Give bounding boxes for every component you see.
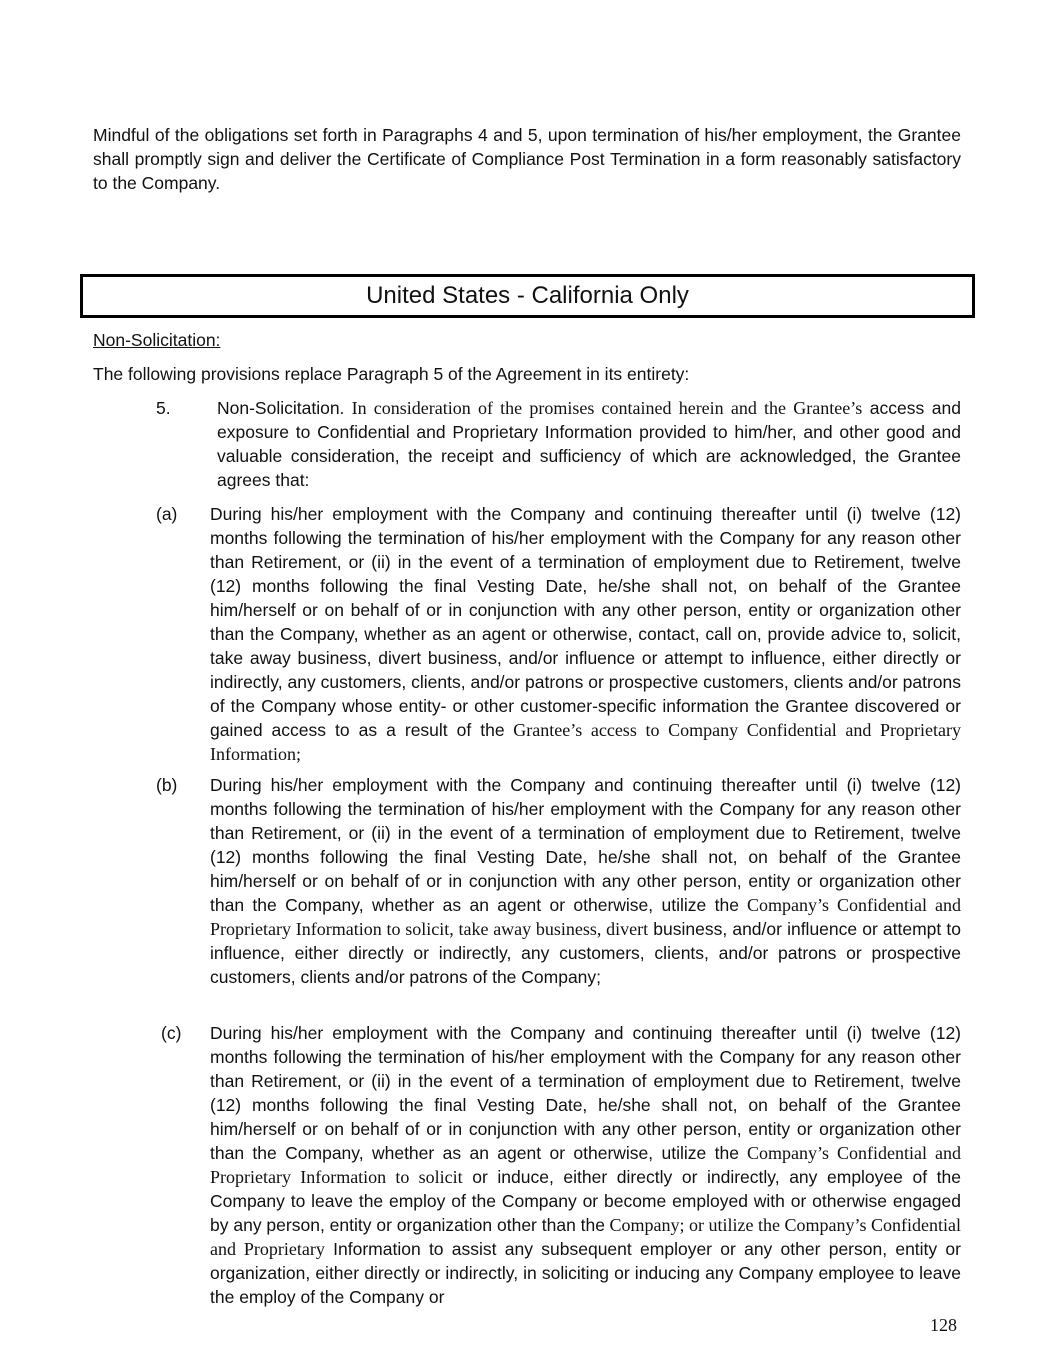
item-c-label: (c) xyxy=(161,1023,182,1043)
item-c-body-serif-2: Company; or utilize the Company’s Confidential and Proprietary xyxy=(210,1215,961,1259)
page-number: 128 xyxy=(930,1315,957,1335)
item-a-label: (a) xyxy=(156,504,178,524)
paragraph-5-heading: Non-Solicitation. xyxy=(217,398,345,418)
paragraph-5-text-serif: In consideration of the promises contained herein and the Grantee’s xyxy=(344,398,863,418)
item-c-text xyxy=(210,1021,961,1309)
item-b-body-serif: Company’s Confidential and Proprietary Information to solicit, take away business, divert xyxy=(210,895,961,939)
section-title-box xyxy=(80,274,975,318)
item-b-body: During his/her employment with the Company and continuing thereafter until (i) twelve (12) months following the termination of his/her employment with the Company for any reason other than Retirement, or (ii) in the event of a termination of employment due to Retirement, twelve (12) months following the final Vesting Date, he/she shall not, on behalf of the Grantee him/herself or on behalf of or in conjunction with any other person, entity or organization other than the Company, whether as an agent or otherwise, utilize the xyxy=(210,775,961,915)
item-b-body-end: business, and/or influence or attempt to influence, either directly or indirectly, any customers, clients, and/or patrons or prospective customers, clients and/or patrons of the Company; xyxy=(210,919,961,987)
item-c-body-end: or induce, either directly or indirectly, any employee of the Company to leave the employ of the Company or become employed with or otherwise engaged by any person, entity or organization other than the xyxy=(210,1167,961,1235)
item-b-label: (b) xyxy=(156,775,178,795)
section-title: United States - California Only xyxy=(366,282,689,309)
item-c-body: During his/her employment with the Company and continuing thereafter until (i) twelve (12) months following the termination of his/her employment with the Company for any reason other than Retirement, or (ii) in the event of a termination of employment due to Retirement, twelve (12) months following the final Vesting Date, he/she shall not, on behalf of the Grantee him/herself or on behalf of or in conjunction with any other person, entity or organization other than the Company, whether as an agent or otherwise, utilize the xyxy=(210,1023,961,1163)
paragraph-5-number: 5. xyxy=(156,398,171,418)
paragraph-5-text: access and exposure to Confidential and Proprietary Information provided to him/her, and other good and valuable consideration, the receipt and sufficiency of which are acknowledged, the Grantee agrees that: xyxy=(217,398,961,490)
section-subheading: Non-Solicitation: xyxy=(93,330,221,350)
item-a-body: During his/her employment with the Company and continuing thereafter until (i) twelve (12) months following the termination of his/her employment with the Company for any reason other than Retirement, or (ii) in the event of a termination of employment due to Retirement, twelve (12) months following the final Vesting Date, he/she shall not, on behalf of the Grantee him/herself or on behalf of or in conjunction with any other person, entity or organization other than the Company, whether as an agent or otherwise, contact, call on, provide advice to, solicit, take away business, divert business, and/or influence or attempt to influence, either directly or indirectly, any customers, clients, and/or patrons or prospective customers, clients and/or patrons of the Company whose entity- or other customer-specific information the Grantee discovered or gained access to as a result of the xyxy=(210,504,961,740)
item-b-text xyxy=(210,773,961,989)
item-a-text xyxy=(210,502,961,766)
item-c-body-serif: Company’s Confidential and Proprietary Information to solicit xyxy=(210,1143,961,1187)
paragraph-5 xyxy=(217,396,961,492)
item-a-body-serif: Grantee’s access to Company Confidential and Proprietary Information; xyxy=(210,720,961,764)
intro-paragraph: Mindful of the obligations set forth in Paragraphs 4 and 5, upon termination of his/her employment, the Grantee shall promptly sign and deliver the Certificate of Compliance Post Termination in a form reasonably satisfactory to the Company. xyxy=(93,125,961,193)
item-c-body-end-2: Information to assist any subsequent employer or any other person, entity or organization, either directly or indirectly, in soliciting or inducing any Company employee to leave the employ of the Company or xyxy=(210,1239,961,1307)
section-lead: The following provisions replace Paragraph 5 of the Agreement in its entirety: xyxy=(93,364,690,384)
